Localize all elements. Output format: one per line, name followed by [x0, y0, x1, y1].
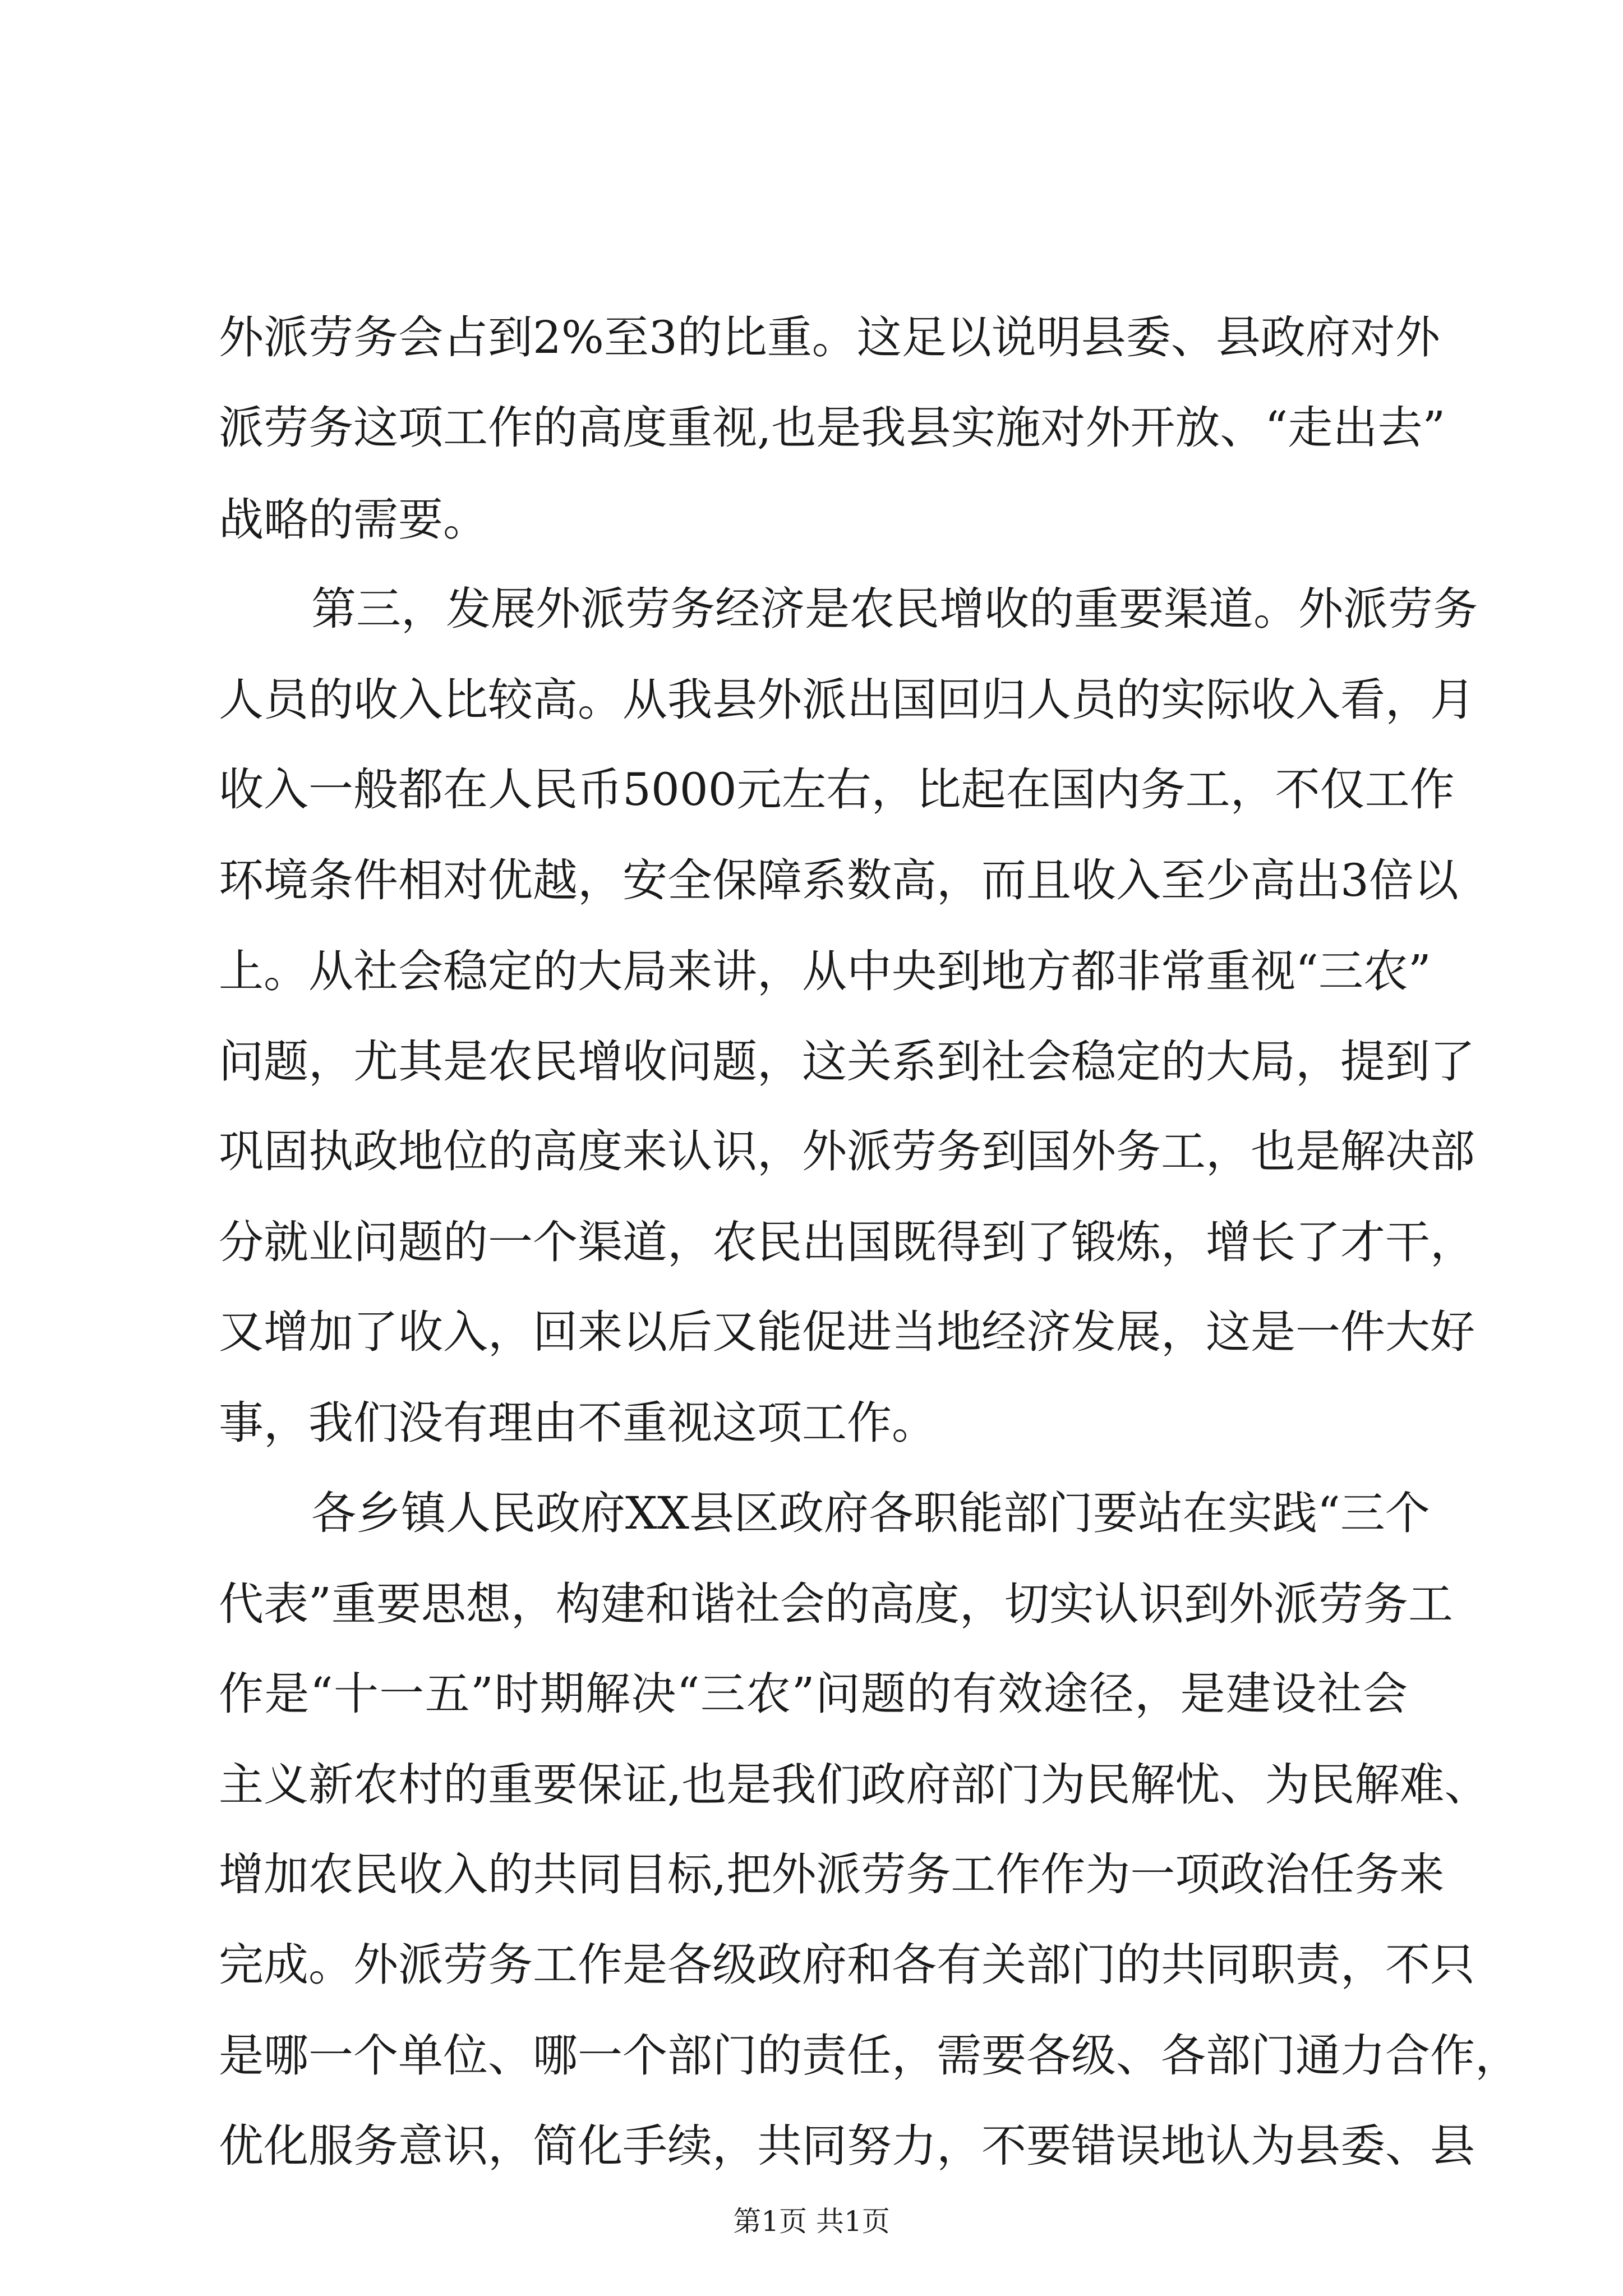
text-line: 收入一般都在人民币5000元左右，比起在国内务工，不仅工作: [219, 763, 1455, 816]
text-line: 是哪一个单位、哪一个部门的责任，需要各级、各部门通力合作，: [219, 2030, 1520, 2082]
text-line: 完成。外派劳务工作是各级政府和各有关部门的共同职责，不只: [219, 1939, 1475, 1991]
text-line: 事，我们没有理由不重视这项工作。: [219, 1397, 937, 1449]
text-line: 战略的需要。: [219, 494, 488, 546]
page-footer: 第1页 共1页: [733, 2205, 890, 2238]
text-line: 又增加了收入，回来以后又能促进当地经济发展，这是一件大好: [219, 1306, 1475, 1358]
paragraph-first-line: 各乡镇人民政府XX县区政府各职能部门要站在实践“三个: [311, 1487, 1430, 1539]
text-line: 外派劳务会占到2%至3的比重。这足以说明县委、县政府对外: [219, 311, 1440, 364]
text-line: 主义新农村的重要保证,也是我们政府部门为民解忧、为民解难、: [219, 1759, 1490, 1811]
text-line: 分就业问题的一个渠道，农民出国既得到了锻炼，增长了才干，: [219, 1216, 1475, 1268]
text-line: 优化服务意识，简化手续，共同努力，不要错误地认为县委、县: [219, 2120, 1475, 2172]
text-line: 增加农民收入的共同目标,把外派劳务工作作为一项政治任务来: [219, 1848, 1445, 1901]
paragraph-first-line: 第三，发展外派劳务经济是农民增收的重要渠道。外派劳务: [311, 583, 1478, 635]
text-line: 人员的收入比较高。从我县外派出国回归人员的实际收入看，月: [219, 674, 1475, 726]
text-line: 代表”重要思想，构建和谐社会的高度，切实认识到外派劳务工: [219, 1578, 1453, 1630]
text-line: 作是“十一五”时期解决“三农”问题的有效途径，是建设社会: [219, 1668, 1408, 1720]
text-line: 问题，尤其是农民增收问题，这关系到社会稳定的大局，提到了: [219, 1036, 1475, 1088]
text-line: 上。从社会稳定的大局来讲，从中央到地方都非常重视“三农”: [219, 945, 1431, 997]
text-line: 巩固执政地位的高度来认识，外派劳务到国外务工，也是解决部: [219, 1125, 1475, 1177]
text-line: 环境条件相对优越，安全保障系数高，而且收入至少高出3倍以: [219, 854, 1459, 907]
text-line: 派劳务这项工作的高度重视,也是我县实施对外开放、“走出去”: [219, 402, 1446, 454]
